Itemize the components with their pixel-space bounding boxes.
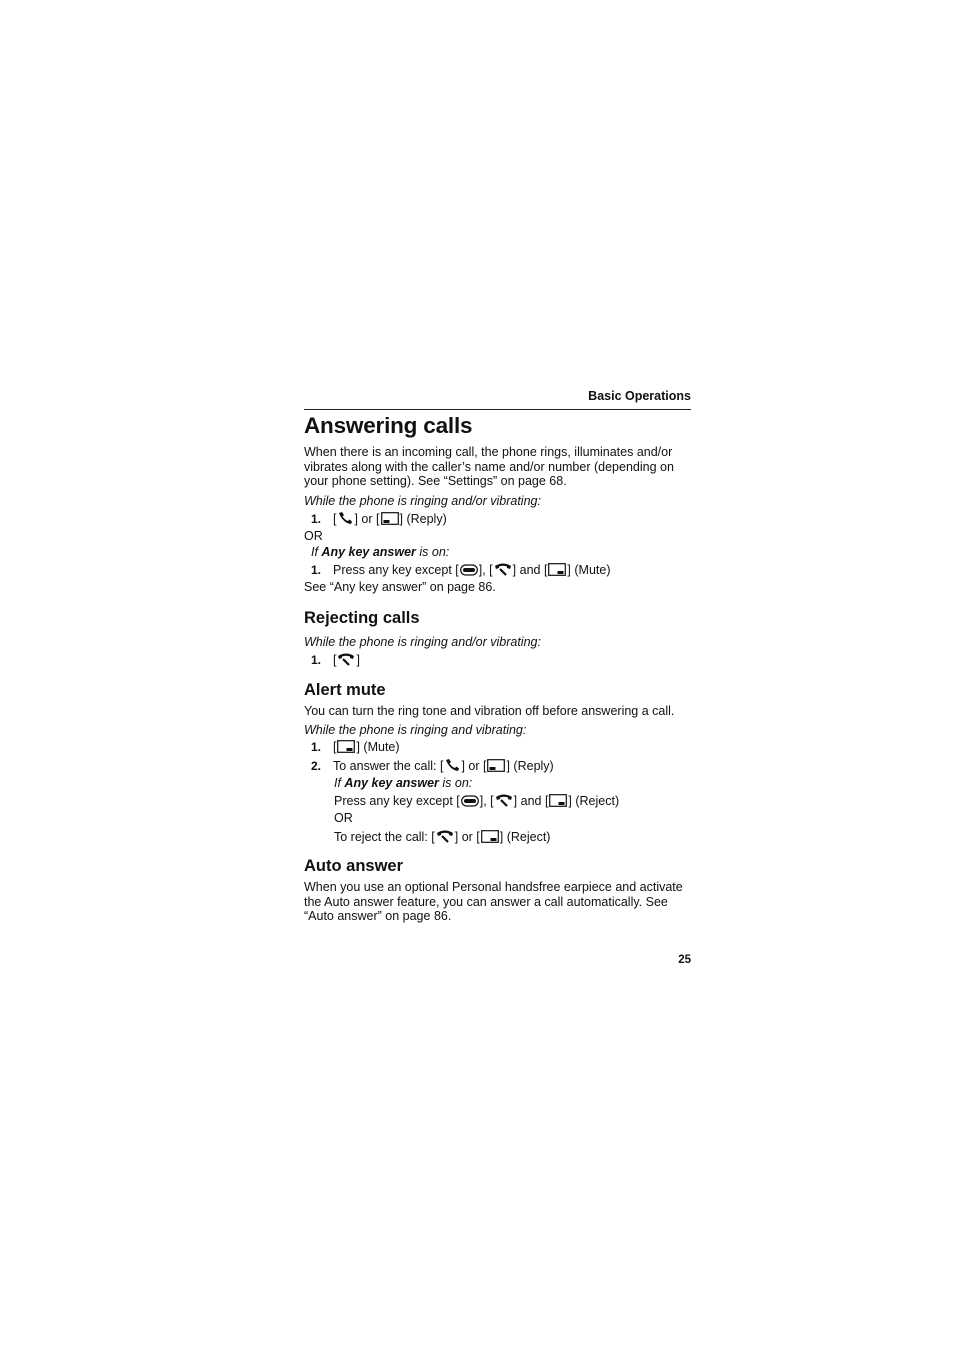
step-text: ] or [ — [354, 512, 380, 526]
right-soft-key-icon — [549, 794, 567, 807]
step-text: ] or [ — [454, 830, 480, 844]
end-key-icon — [494, 562, 512, 576]
condition-bold: Any key answer — [344, 776, 439, 790]
answering-step-1 — [304, 511, 447, 526]
any-key-condition — [311, 545, 449, 559]
step-text: ] (Mute) — [356, 740, 400, 754]
alert-any-key-condition — [334, 776, 472, 790]
answering-condition: While the phone is ringing and/or vibrating: — [304, 494, 541, 508]
alert-mute-step-1 — [304, 740, 400, 754]
step-number: 1. — [311, 740, 322, 754]
rejecting-condition: While the phone is ringing and/or vibrating: — [304, 635, 541, 649]
send-key-icon — [337, 511, 353, 525]
step-text: ], [ — [479, 794, 494, 808]
alert-mute-step-2 — [304, 758, 554, 773]
condition-text: is on: — [438, 776, 473, 790]
alert-reject-call — [334, 829, 550, 844]
step-text: Press any key except [ — [333, 563, 459, 577]
see-reference: See “Any key answer” on page 86. — [304, 580, 496, 594]
end-key-icon — [495, 793, 513, 807]
answering-intro: When there is an incoming call, the phone rings, illuminates and/or vibrates along with the caller’s name and/or number (depending on your phone setting). See “Settings” on page 68. — [304, 445, 674, 489]
step-text: ] and [ — [513, 794, 549, 808]
step-text: ] (Reject) — [568, 794, 620, 808]
step-text: To reject the call: [ — [334, 830, 435, 844]
step-text: To answer the call: [ — [333, 759, 444, 773]
step-number: 2. — [311, 759, 322, 773]
step-number: 1. — [311, 512, 322, 526]
condition-text: If — [311, 545, 322, 559]
bracket: [ — [333, 740, 337, 754]
auto-answer-text: When you use an optional Personal handsfree earpiece and activate the Auto answer feature, you can answer a call automatically. See “Auto answer” on page 86. — [304, 880, 683, 924]
end-key-icon — [337, 652, 355, 666]
or-label: OR — [334, 811, 353, 825]
step-text: ] (Reject) — [499, 830, 551, 844]
alert-press-any-key — [334, 793, 619, 808]
step-number: 1. — [311, 653, 322, 667]
left-soft-key-icon — [487, 759, 505, 772]
bracket: ] — [356, 653, 360, 667]
navigation-key-icon — [461, 795, 479, 807]
step-text: ] (Reply) — [506, 759, 554, 773]
condition-text: is on: — [415, 545, 450, 559]
condition-bold: Any key answer — [321, 545, 416, 559]
bracket: [ — [333, 512, 337, 526]
rejecting-step-1 — [304, 652, 360, 667]
step-text: ] and [ — [512, 563, 548, 577]
section-title-auto-answer: Auto answer — [304, 857, 404, 875]
bracket: [ — [333, 653, 337, 667]
alert-mute-condition: While the phone is ringing and vibrating: — [304, 723, 527, 737]
running-head: Basic Operations — [588, 389, 691, 403]
step-text: ], [ — [478, 563, 493, 577]
page-number: 25 — [678, 954, 691, 966]
step-number: 1. — [311, 563, 322, 577]
step-text: ] (Mute) — [567, 563, 611, 577]
right-soft-key-icon — [548, 563, 566, 576]
left-soft-key-icon — [381, 512, 399, 525]
navigation-key-icon — [460, 564, 478, 576]
end-key-icon — [436, 829, 454, 843]
or-label: OR — [304, 529, 323, 543]
header-rule — [304, 409, 691, 410]
send-key-icon — [444, 758, 460, 772]
answering-step-any-key — [304, 562, 610, 577]
section-title-alert-mute: Alert mute — [304, 681, 386, 699]
right-soft-key-icon — [337, 740, 355, 753]
step-text: Press any key except [ — [334, 794, 460, 808]
alert-mute-intro: You can turn the ring tone and vibration off before answering a call. — [304, 704, 675, 718]
page-title: Answering calls — [304, 413, 473, 438]
step-text: ] or [ — [461, 759, 487, 773]
condition-text: If — [334, 776, 345, 790]
step-text: ] (Reply) — [399, 512, 447, 526]
section-title-rejecting: Rejecting calls — [304, 609, 420, 627]
right-soft-key-icon — [481, 830, 499, 843]
